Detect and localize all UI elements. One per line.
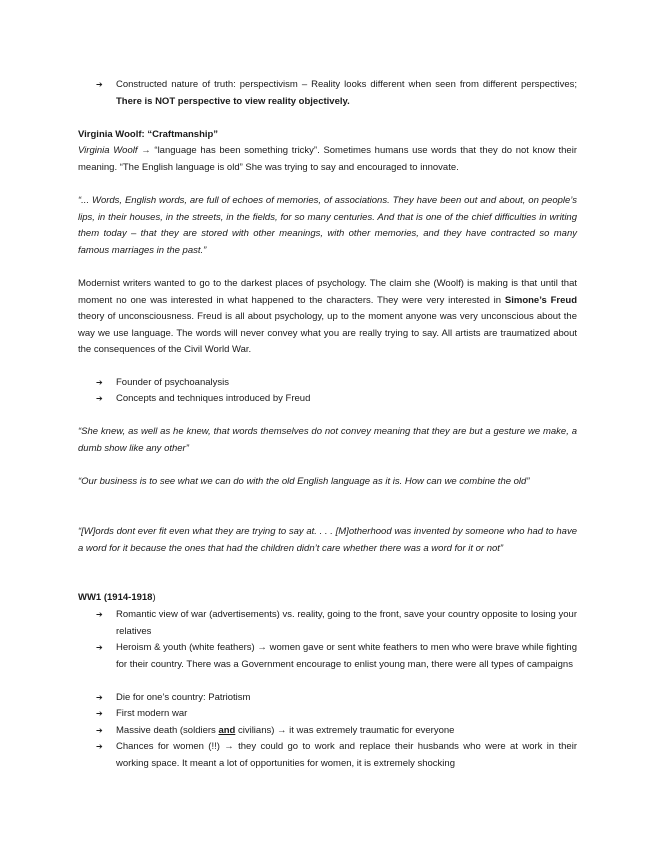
list-item bbox=[96, 739, 577, 772]
list-item-text: Romantic view of war (advertisements) vs. reality, going to the front, save your country opposite to losing your relatives bbox=[116, 609, 577, 637]
section-heading-ww1: WW1 (1914-1918) bbox=[78, 592, 156, 603]
paragraph-modernist: Modernist writers wanted to go to the darkest places of psychology. The claim she (Woolf) is making is that until that moment no one was interested in what happened to the characters. They were very interested in Simone’s Freud theory of unconsciousness. Freud is all about psychology, up to the moment anyone was very unconscious about the way we use language. The words will never convey what you are really trying to say. All artists are traumatized about the consequences of the Civil World War. bbox=[78, 278, 577, 356]
quote-words-fit: “[W]ords dont ever fit even what they are trying to say at. . . . [M]otherhood was invented by someone who had to have a word for it because the ones that had the children didn’t care whether there was a word for it or not” bbox=[78, 526, 577, 554]
paragraph-woolf-intro: Virginia Woolf → “language has been something tricky”. Sometimes humans use words that they do not know their meaning. “The English language is old” She was trying to say and encouraged to innovate. bbox=[78, 145, 577, 173]
quote-words-gesture: “She knew, as well as he knew, that words themselves do not convey meaning that they are but a gesture we make, a dumb show like any other” bbox=[78, 426, 577, 454]
list-item bbox=[96, 640, 577, 673]
list-item bbox=[96, 690, 577, 707]
quote-our-business: “Our business is to see what we can do with the old English language as it is. How can we combine the old” bbox=[78, 476, 530, 487]
list-item-text: Chances for women (!!) → they could go to work and replace their husbands who were at work in their working space. It meant a lot of opportunities for women, it is extremely shocking bbox=[116, 741, 577, 769]
arrow-bullet-icon: ➔ bbox=[96, 80, 103, 89]
arrow-bullet-icon: ➔ bbox=[96, 709, 103, 718]
list-item-text: First modern war bbox=[116, 708, 188, 719]
list-item-bold-text: There is NOT perspective to view reality objectively. bbox=[116, 95, 350, 107]
quote-craftsmanship: “... Words, English words, are full of echoes of memories, of associations. They have been out and about, on people’s lips, in their houses, in the streets, in the fields, for so many centuries. And that is one of the chief difficulties in writing them today – that they are stored with other meanings, with other memories, and they have contracted so many famous marriages in the past.” bbox=[78, 195, 577, 256]
list-item bbox=[96, 375, 577, 392]
list-item: ➔ Massive death (soldiers and civilians) → it was extremely traumatic for everyone bbox=[96, 723, 577, 740]
arrow-bullet-icon: ➔ bbox=[96, 726, 103, 735]
list-item-text: Constructed nature of truth: perspectivism – Reality looks different when seen from different perspectives; bbox=[116, 79, 577, 90]
list-item-text: Die for one’s country: Patriotism bbox=[116, 692, 251, 703]
list-item bbox=[96, 607, 577, 640]
arrow-bullet-icon: ➔ bbox=[96, 643, 103, 652]
arrow-bullet-icon: ➔ bbox=[96, 693, 103, 702]
list-item-text: Concepts and techniques introduced by Freud bbox=[116, 393, 311, 404]
arrow-bullet-icon: ➔ bbox=[96, 378, 103, 387]
list-item bbox=[96, 77, 577, 110]
arrow-bullet-icon: ➔ bbox=[96, 742, 103, 751]
section-heading-woolf: Virginia Woolf: “Craftmanship” bbox=[78, 129, 219, 140]
list-item bbox=[96, 391, 577, 408]
list-item-text: Founder of psychoanalysis bbox=[116, 377, 230, 388]
list-item bbox=[96, 706, 577, 723]
arrow-bullet-icon: ➔ bbox=[96, 610, 103, 619]
list-item-text: Heroism & youth (white feathers) → women gave or sent white feathers to men who were brave while fighting for their country. There was a Government encourage to enlist young man, there were all types of campaigns bbox=[116, 642, 577, 670]
arrow-bullet-icon: ➔ bbox=[96, 394, 103, 403]
